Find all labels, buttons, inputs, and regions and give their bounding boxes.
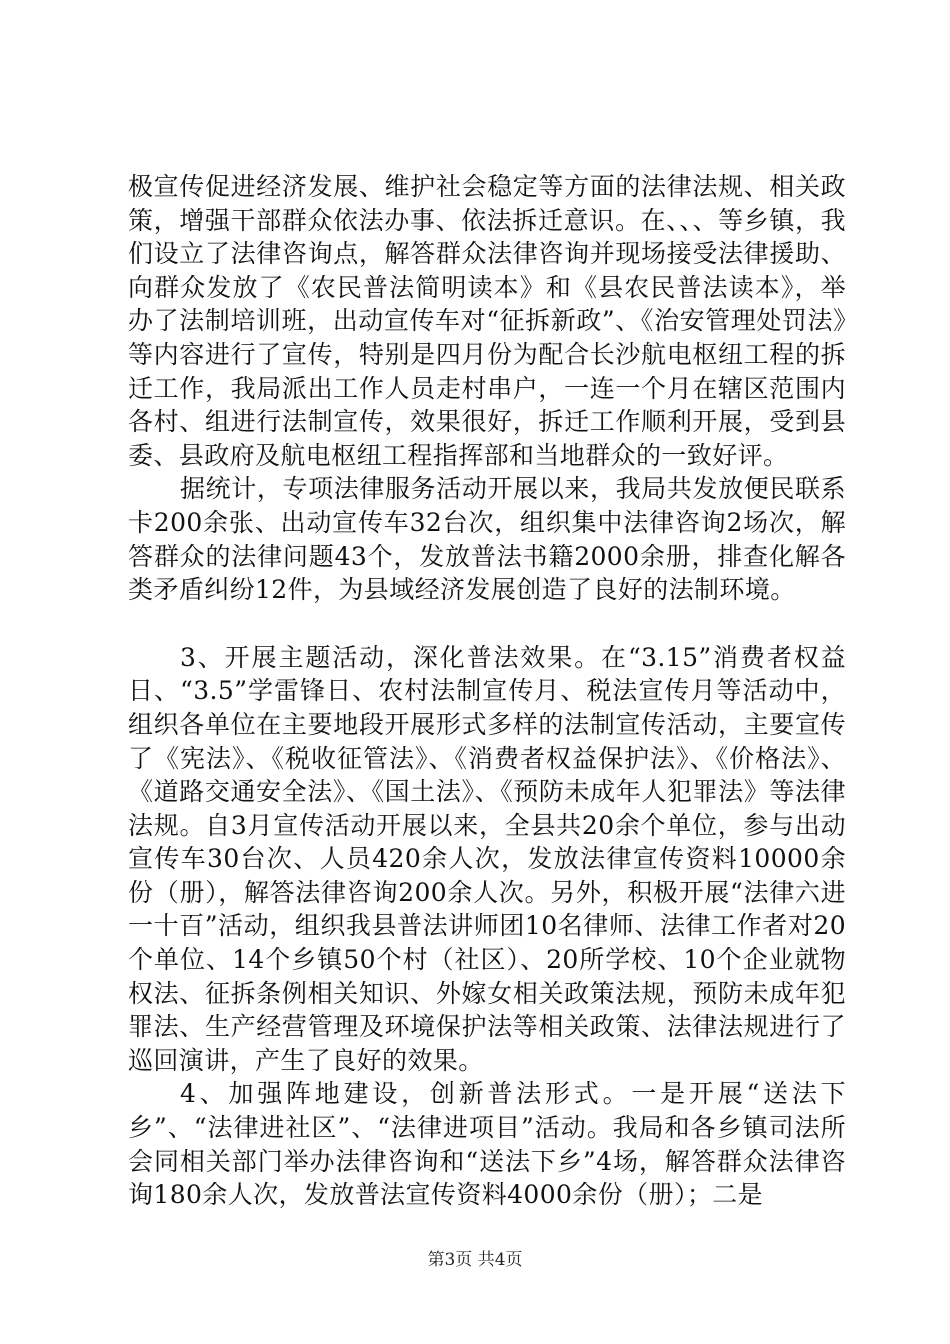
paragraph-continued: 极宣传促进经济发展、维护社会稳定等方面的法律法规、相关政策，增强干部群众依法办事、依法拆迁意识。在、、、等乡镇，我们设立了法律咨询点，解答群众法律咨询并现场接受法律援助、向群众发放了《农民普法简明读本》和《县农民普法读本》，举办了法制培训班，出动宣传车对“征拆新政”、《治安管理处罚法》等内容进行了宣传，特别是四月份为配合长沙航电枢纽工程的拆迁工作，我局派出工作人员走村串户，一连一个月在辖区范围内各村、组进行法制宣传，效果很好，拆迁工作顺利开展，受到县委、县政府及航电枢纽工程指挥部和当地群众的一致好评。 xyxy=(128,172,846,470)
document-body xyxy=(128,170,846,1212)
paragraph-statistics: 据统计，专项法律服务活动开展以来，我局共发放便民联系卡200余张、出动宣传车32台次，组织集中法律咨询2场次，解答群众的法律问题43个，发放普法书籍2000余册，排查化解各类矛盾纠纷12件，为县域经济发展创造了良好的法制环境。 xyxy=(128,474,846,605)
paragraph-gap xyxy=(128,607,846,641)
paragraph-item-4: 4、加强阵地建设，创新普法形式。一是开展“送法下乡”、“法律进社区”、“法律进项目”活动。我局和各乡镇司法所会同相关部门举办法律咨询和“送法下乡”4场，解答群众法律咨询180余人次，发放普法宣传资料4000余份（册）；二是 xyxy=(128,1079,846,1210)
paragraph-item-3: 3、开展主题活动，深化普法效果。在“3.15”消费者权益日、“3.5”学雷锋日、农村法制宣传月、税法宣传月等活动中，组织各单位在主要地段开展形式多样的法制宣传活动，主要宣传了《宪法》、《税收征管法》、《消费者权益保护法》、《价格法》、《道路交通安全法》、《国土法》、《预防未成年人犯罪法》等法律法规。自3月宣传活动开展以来，全县共20余个单位，参与出动宣传车30台次、人员420余人次，发放法律宣传资料10000余份（册），解答法律咨询200余人次。另外，积极开展“法律六进一十百”活动，组织我县普法讲师团10名律师、法律工作者对20个单位、14个乡镇50个村（社区）、20所学校、10个企业就物权法、征拆条例相关知识、外嫁女相关政策法规，预防未成年犯罪法、生产经营管理及环境保护法等相关政策、法律法规进行了巡回演讲，产生了良好的效果。 xyxy=(128,642,846,1075)
page-footer: 第3页 共4页 xyxy=(427,1250,523,1270)
